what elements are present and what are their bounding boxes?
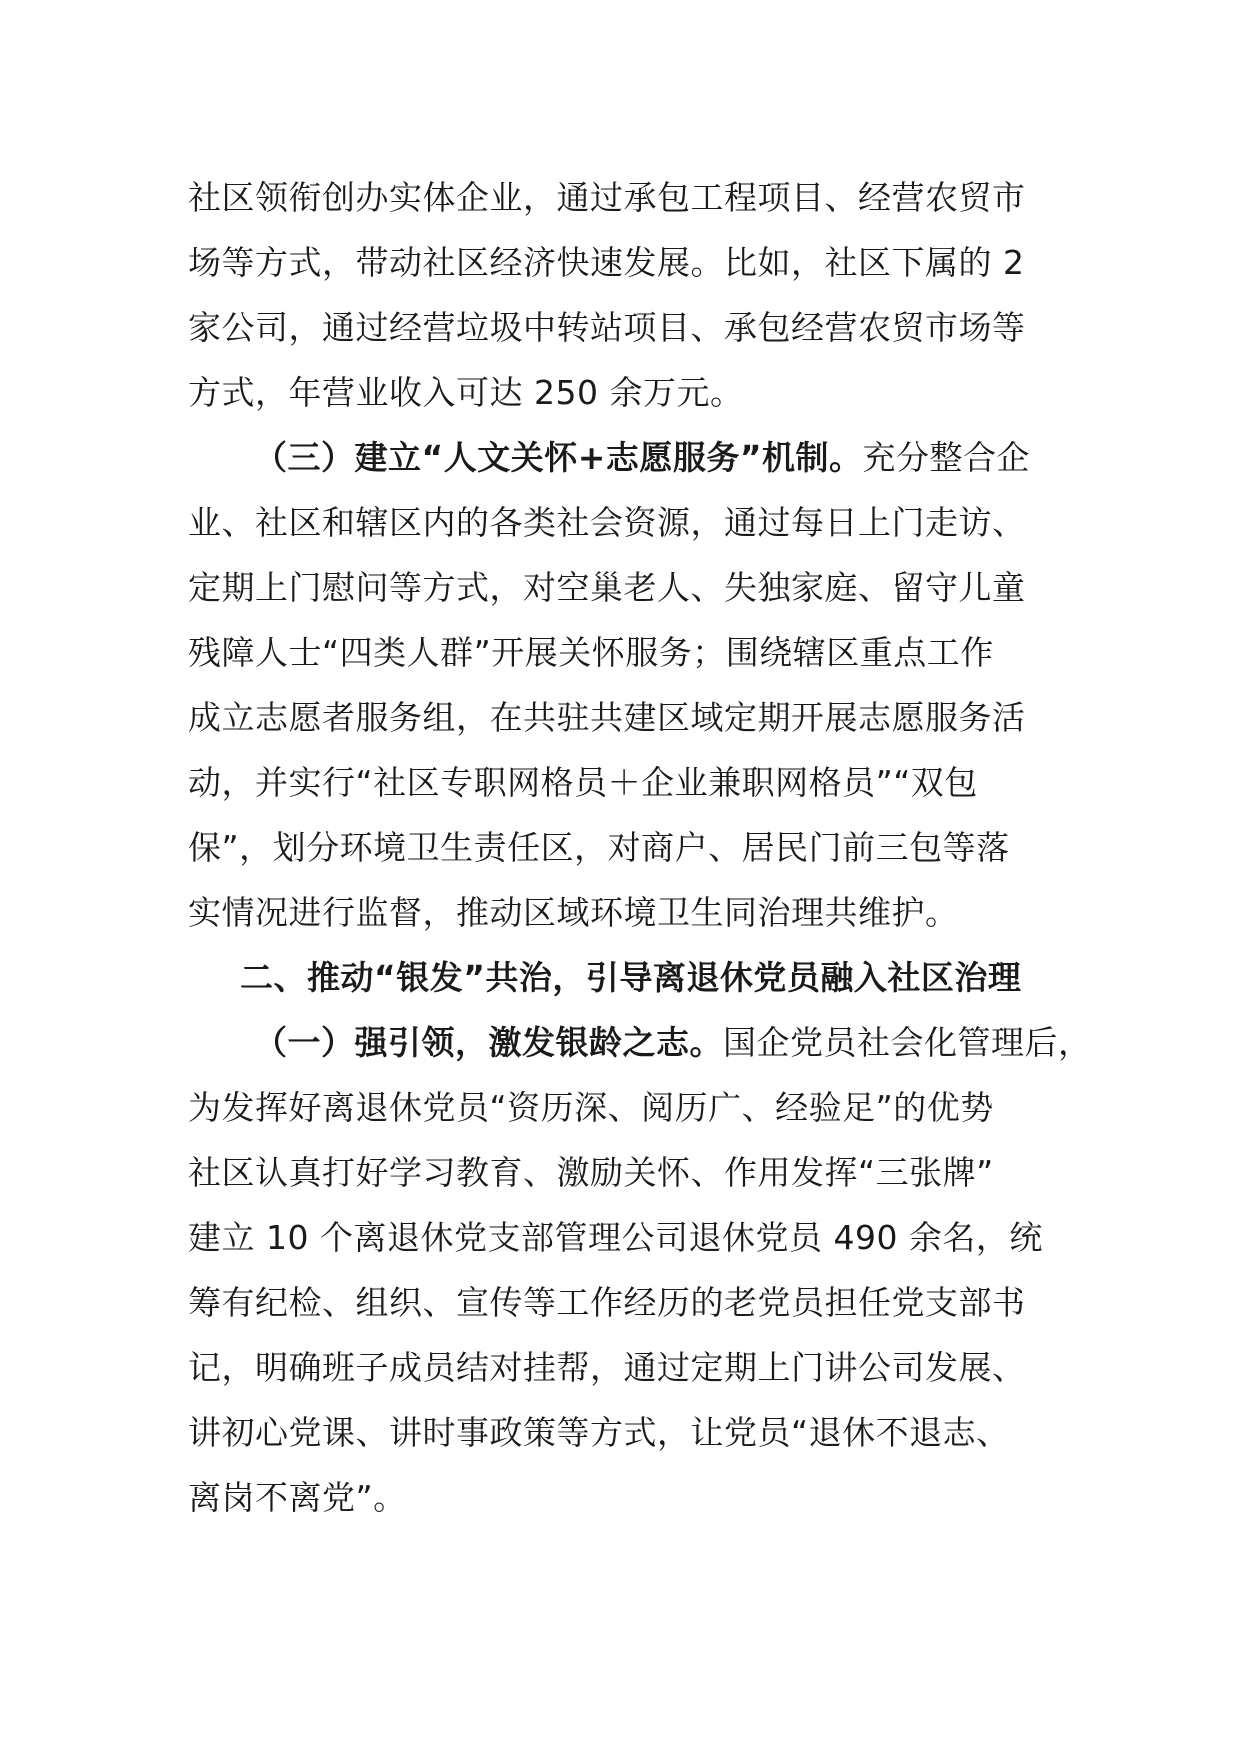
paragraph-2-first-line-rest: 充分整合企 xyxy=(862,438,1031,477)
section-heading: 二、推动“银发”共治，引导离退休党员融入社区治理 xyxy=(240,958,1022,997)
paragraph-1-line-3: 家公司，通过经营垃圾中转站项目、承包经营农贸市场等 xyxy=(188,308,1026,347)
paragraph-3-line-8: 离岗不离党”。 xyxy=(188,1478,407,1517)
paragraph-2-line-5: 成立志愿者服务组，在共驻共建区域定期开展志愿服务活 xyxy=(188,698,1026,737)
document-page xyxy=(188,165,1092,1530)
paragraph-2-line-3: 定期上门慰问等方式，对空巢老人、失独家庭、留守儿童 xyxy=(188,568,1026,607)
paragraph-2-line-8: 实情况进行监督，推动区域环境卫生同治理共维护。 xyxy=(188,893,959,932)
paragraph-3-line-4: 建立 10 个离退休党支部管理公司退休党员 490 余名，统 xyxy=(188,1218,1043,1257)
paragraph-1-line-1: 社区领衔创办实体企业，通过承包工程项目、经营农贸市 xyxy=(188,178,1026,217)
paragraph-1-line-2: 场等方式，带动社区经济快速发展。比如，社区下属的 2 xyxy=(188,243,1025,282)
paragraph-3-first-line-rest: 国企党员社会化管理后， xyxy=(723,1023,1092,1062)
paragraph-2-line-6: 动，并实行“社区专职网格员＋企业兼职网格员”“双包 xyxy=(188,763,978,802)
paragraph-3-line-1 xyxy=(188,1010,1092,1075)
paragraph-3-line-7: 讲初心党课、讲时事政策等方式，让党员“退休不退志、 xyxy=(188,1413,1010,1452)
paragraph-3-line-2: 为发挥好离退休党员“资历深、阅历广、经验足”的优势 xyxy=(188,1088,994,1127)
paragraph-3-bold-lead: （一）强引领，激发银龄之志。 xyxy=(254,1023,723,1062)
paragraph-1-line-4: 方式，年营业收入可达 250 余万元。 xyxy=(188,373,744,412)
paragraph-3-line-5: 筹有纪检、组织、宣传等工作经历的老党员担任党支部书 xyxy=(188,1283,1026,1322)
paragraph-2-bold-lead: （三）建立“人文关怀+志愿服务”机制。 xyxy=(254,438,863,477)
paragraph-2-line-7: 保”，划分环境卫生责任区，对商户、居民门前三包等落 xyxy=(188,828,1010,867)
paragraph-3-line-3: 社区认真打好学习教育、激励关怀、作用发挥“三张牌” xyxy=(188,1153,994,1192)
paragraph-2-line-2: 业、社区和辖区内的各类社会资源，通过每日上门走访、 xyxy=(188,503,1026,542)
paragraph-2-line-4: 残障人士“四类人群”开展关怀服务；围绕辖区重点工作 xyxy=(188,633,994,672)
paragraph-3-line-6: 记，明确班子成员结对挂帮，通过定期上门讲公司发展、 xyxy=(188,1348,1026,1387)
paragraph-2-line-1 xyxy=(188,425,1058,490)
